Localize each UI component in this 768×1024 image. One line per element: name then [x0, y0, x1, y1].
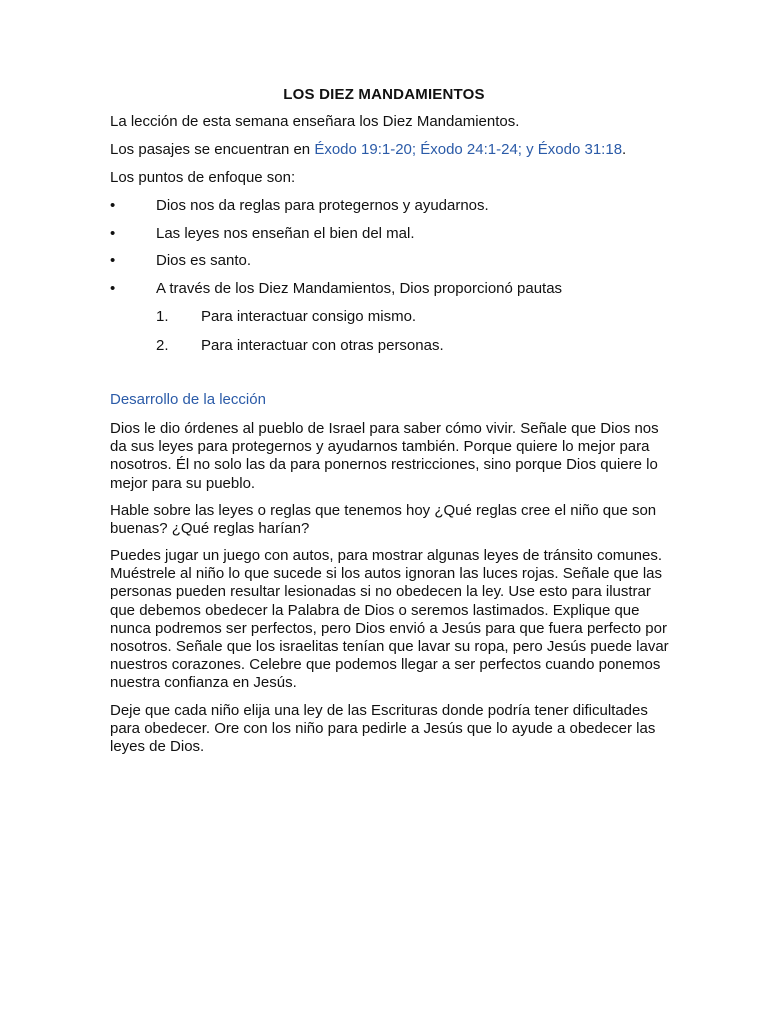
numbered-marker: 2.: [156, 337, 169, 354]
paragraph: Deje que cada niño elija una ley de las Escrituras donde podría tener dificultades para obedecer. Ore con los niño para pedirle a Jesús que lo ayude a obedecer las leyes de Dios.: [110, 702, 656, 756]
numbered-item: Para interactuar consigo mismo.: [201, 308, 417, 325]
bullet-item: Las leyes nos enseñan el bien del mal.: [156, 225, 415, 242]
bullet-icon: •: [110, 252, 116, 269]
paragraph: Hable sobre las leyes o reglas que tenemos hoy ¿Qué reglas cree el niño que son buenas? ¿Qué reglas harían?: [110, 502, 657, 538]
bullet-icon: •: [110, 225, 116, 242]
passages-link[interactable]: Éxodo 19:1-20; Éxodo 24:1-24; y Éxodo 31:18: [314, 141, 623, 158]
section-heading: Desarrollo de la lección: [110, 391, 266, 408]
intro-text: La lección de esta semana enseñara los Diez Mandamientos.: [110, 113, 520, 130]
paragraph: Puedes jugar un juego con autos, para mostrar algunas leyes de tránsito comunes. Muéstrele al niño lo que sucede si los autos ignoran las luces rojas. Señale que las personas pueden resultar lesionadas si no obedecen la ley. Use esto para ilustrar que debemos obedecer la Palabra de Dios o seremos lastimados. Explique que nunca podremos ser perfectos, pero Dios envió a Jesús para que fuera perfecto por nosotros. Señale que los israelitas tenían que lavar su ropa, pero Jesús puede lavar nuestros corazones. Celebre que podemos llegar a ser perfectos cuando ponemos nuestra confianza en Jesús.: [110, 547, 669, 692]
bullet-icon: •: [110, 280, 116, 297]
numbered-marker: 1.: [156, 308, 169, 325]
passages-line: [110, 141, 626, 159]
bullet-icon: •: [110, 197, 116, 214]
bullet-item: Dios nos da reglas para protegernos y ayudarnos.: [156, 197, 489, 214]
passages-suffix: .: [622, 141, 627, 158]
focus-intro: Los puntos de enfoque son:: [110, 169, 296, 186]
numbered-item: Para interactuar con otras personas.: [201, 337, 444, 354]
paragraph: Dios le dio órdenes al pueblo de Israel para saber cómo vivir. Señale que Dios nos da sus leyes para protegernos y ayudarnos también. Porque quiere lo mejor para nosotros. Él no solo las da para ponernos restricciones, sino porque Dios quiere lo mejor para su pueblo.: [110, 420, 659, 492]
document-title: LOS DIEZ MANDAMIENTOS: [283, 86, 485, 103]
bullet-item: Dios es santo.: [156, 252, 252, 269]
passages-prefix: Los pasajes se encuentran en: [110, 141, 315, 158]
bullet-item: A través de los Diez Mandamientos, Dios proporcionó pautas: [156, 280, 563, 297]
